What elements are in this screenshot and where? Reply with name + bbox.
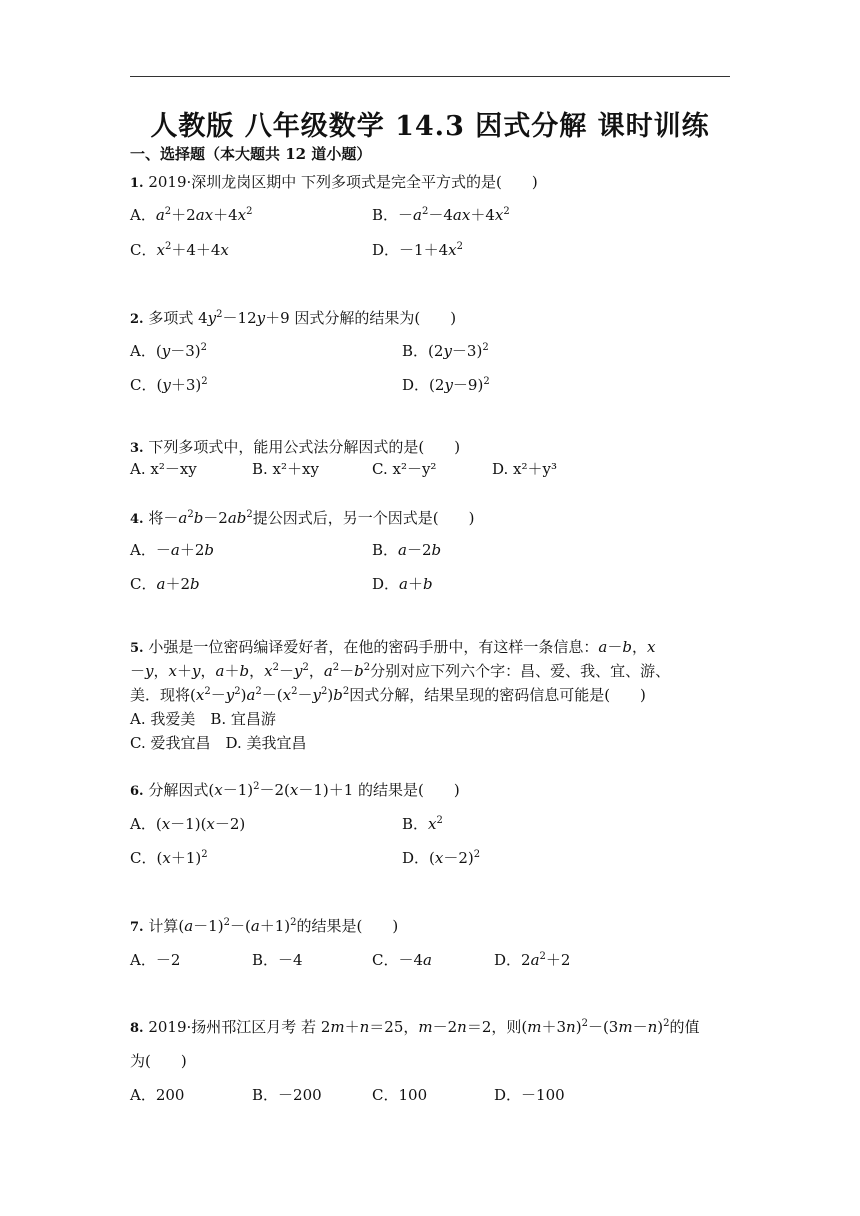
q5-option-cd[interactable]: C. 爱我宜昌 D. 美我宜昌: [130, 734, 307, 752]
question-8-line-2: 为( ): [130, 1052, 187, 1070]
question-5-line-2: －y，x＋y，a＋b，$x^2-y^2$，$a^2-b^2$分别对应下列六个字：昌、爱、我、宜、游、: [130, 662, 671, 680]
header-rule: [130, 76, 730, 77]
question-5: 5. 小强是一位密码编译爱好者，在他的密码手册中，有这样一条信息：a－b，x: [130, 638, 656, 656]
q2-option-d[interactable]: D．$(2y-9)^2$: [402, 376, 490, 394]
q4-option-c[interactable]: C．a＋2b: [130, 575, 200, 593]
q2-option-a[interactable]: A．$(y-3)^2$: [130, 342, 207, 360]
q4-option-a[interactable]: A．－a＋2b: [130, 541, 214, 559]
q6-option-b[interactable]: B．$x^2$: [402, 815, 443, 833]
q1-option-b[interactable]: B．$-a^2-4ax+4x^2$: [372, 206, 510, 224]
question-1: [130, 172, 538, 194]
question-8: 8. 2019·扬州邗江区月考 若 2m＋n＝25，m－2n＝2，则$(m+3n)^2-(3m-n)^2$的值: [130, 1018, 700, 1036]
q1-option-d[interactable]: D．$-1+4x^2$: [372, 241, 463, 259]
q8-option-a[interactable]: A．200: [130, 1086, 185, 1104]
q4-option-d[interactable]: D．a＋b: [372, 575, 433, 593]
q2-option-c[interactable]: C．$(y+3)^2$: [130, 376, 208, 394]
q7-option-b[interactable]: B．－4: [252, 951, 303, 969]
q6-option-a[interactable]: A．(x－1)(x－2): [130, 815, 246, 833]
q3-option-a[interactable]: A. x²－xy: [130, 460, 197, 478]
question-5-line-3: 美．现将$(x^2-y^2)a^2-(x^2-y^2)b^2$因式分解，结果呈现的密码信息可能是( ): [130, 686, 646, 704]
question-3: 3. 下列多项式中，能用公式法分解因式的是( ): [130, 438, 461, 456]
q6-option-c[interactable]: C．$(x+1)^2$: [130, 849, 208, 867]
q6-option-d[interactable]: D．$(x-2)^2$: [402, 849, 481, 867]
q7-option-a[interactable]: A．－2: [130, 951, 181, 969]
q3-option-d[interactable]: D. x²＋y³: [492, 460, 557, 478]
question-7: 7. 计算$(a-1)^2-(a+1)^2$的结果是( ): [130, 917, 399, 935]
q8-option-d[interactable]: D．－100: [494, 1086, 565, 1104]
question-2: 2. 多项式 $4y^2-12y+9$ 因式分解的结果为( ): [130, 309, 457, 327]
q3-option-b[interactable]: B. x²＋xy: [252, 460, 319, 478]
q5-option-ab[interactable]: A. 我爱美 B. 宜昌游: [130, 710, 276, 728]
question-4: 4. 将$-a^2b-2ab^2$提公因式后，另一个因式是( ): [130, 509, 475, 527]
question-6: 6. 分解因式$(x-1)^2-2(x-1)+1$ 的结果是( ): [130, 781, 460, 799]
q7-option-d[interactable]: D．$2a^2+2$: [494, 951, 571, 969]
q1-option-a[interactable]: A．$a^2+2ax+4x^2$: [130, 206, 253, 224]
q7-option-c[interactable]: C．－4a: [372, 951, 432, 969]
q4-option-b[interactable]: B．a－2b: [372, 541, 442, 559]
question-number: 1.: [130, 176, 144, 191]
q3-option-c[interactable]: C. x²－y²: [372, 460, 437, 478]
q2-option-b[interactable]: B．$(2y-3)^2$: [402, 342, 489, 360]
question-stem: 2019·深圳龙岗区期中 下列多项式是完全平方式的是( ): [143, 173, 538, 191]
page-title: 人教版 八年级数学 14.3 因式分解 课时训练: [150, 111, 710, 142]
q8-option-b[interactable]: B．－200: [252, 1086, 322, 1104]
section-heading: 一、选择题（本大题共 12 道小题）: [130, 145, 372, 163]
q8-option-c[interactable]: C．100: [372, 1086, 428, 1104]
q1-option-c[interactable]: C．$x^2+4+4x$: [130, 241, 229, 259]
